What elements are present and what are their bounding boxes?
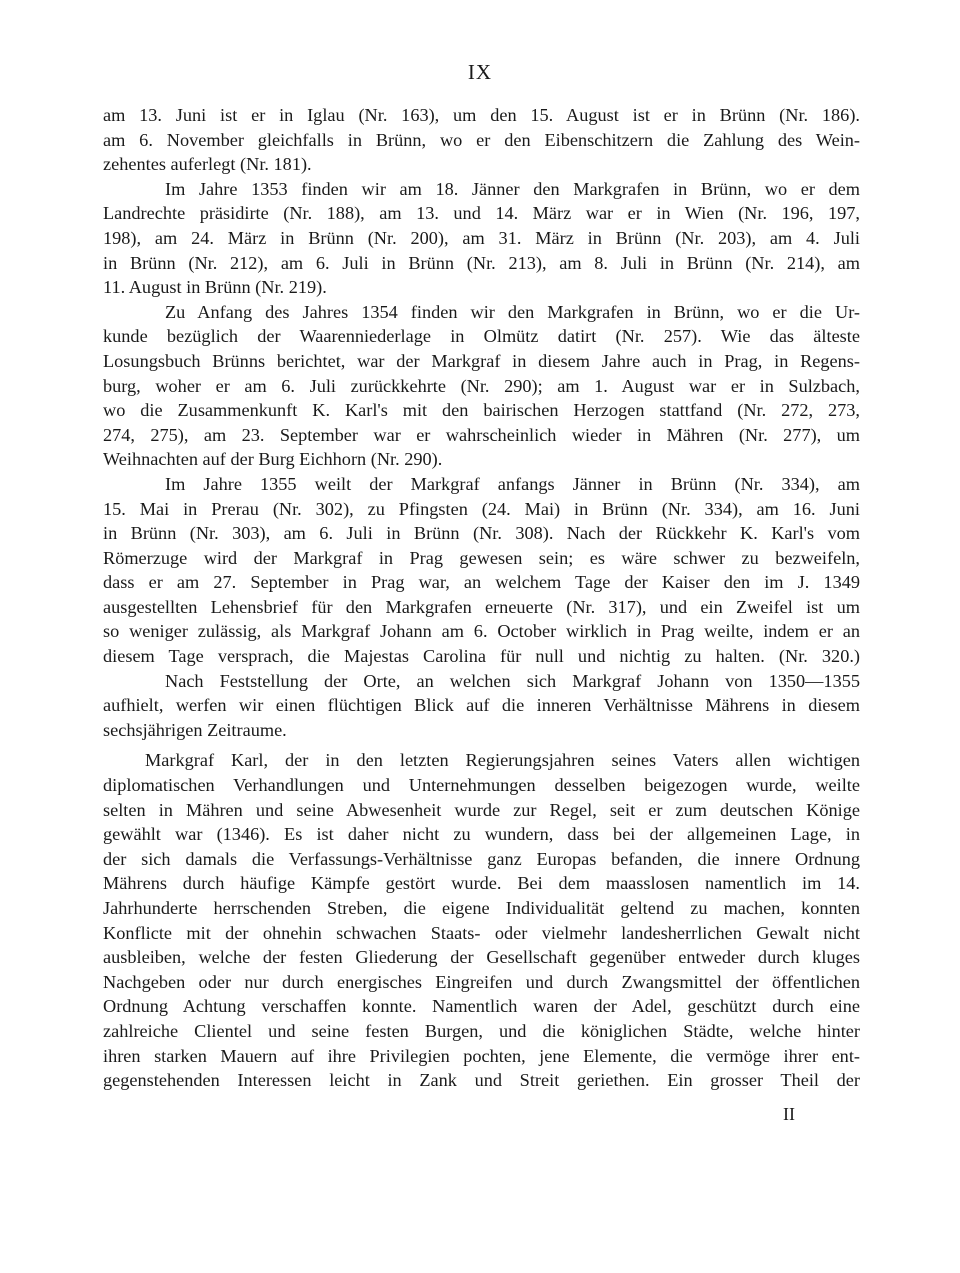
text-line: in Brünn (Nr. 303), am 6. Juli in Brünn (Nr. 308). Nach der Rückkehr K. Karl's vom: [103, 523, 860, 544]
text-line: Jahrhunderte herrschenden Streben, die eigene Individualität geltend zu machen, konnten: [103, 898, 860, 918]
text-line: am 6. November gleichfalls in Brünn, wo er den Eibenschitzern die Zahlung des Wein-: [103, 129, 860, 150]
text-line: so weniger zulässig, als Markgraf Johann am 6. October wirklich in Prag weilte, indem er an: [103, 621, 860, 642]
text-line: ausbleiben, welche der festen Gliederung der Gesellschaft gegenüber entweder durch kluges: [103, 947, 860, 968]
text-line: kunde bezüglich der Waarenniederlage in Olmütz datirt (Nr. 257). Wie das älteste: [103, 326, 860, 347]
text-line: gegenstehenden Interessen leicht in Zank und Streit geriethen. Ein grosser Theil der: [103, 1070, 860, 1091]
text-line: am 13. Juni ist er in Iglau (Nr. 163), um den 15. August ist er in Brünn (Nr. 186).: [103, 105, 860, 125]
text-line: zehentes auferlegt (Nr. 181).: [103, 154, 312, 175]
signature-mark: II: [783, 1104, 795, 1124]
text-line: 15. Mai in Prerau (Nr. 302), zu Pfingsten (24. Mai) in Brünn (Nr. 334), am 16. Juni: [103, 498, 860, 519]
text-line: ausgestellten Lehensbrief für den Markgrafen erneuerte (Nr. 317), und ein Zweifel ist um: [103, 596, 860, 617]
text-line: sechsjährigen Zeitraume.: [103, 719, 287, 740]
text-line: Landrechte präsidirte (Nr. 188), am 13. und 14. März war er in Wien (Nr. 196, 197,: [103, 203, 860, 224]
text-line: Konflicte mit der ohnehin schwachen Staats- oder vielmehr landesherrlichen Gewalt nicht: [103, 922, 860, 943]
text-line: burg, woher er am 6. Juli zurückkehrte (Nr. 290); am 1. August war er in Sulzbach,: [103, 375, 860, 396]
text-line: Nach Feststellung der Orte, an welchen sich Markgraf Johann von 1350—1355: [165, 670, 860, 691]
text-line: 11. August in Brünn (Nr. 219).: [103, 277, 327, 298]
text-line: dass er am 27. September in Prag war, an welchem Tage der Kaiser den im J. 1349: [103, 572, 860, 593]
text-line: Im Jahre 1355 weilt der Markgraf anfangs Jänner in Brünn (Nr. 334), am: [165, 473, 860, 494]
page-number: IX: [467, 60, 493, 84]
text-line: wo die Zusammenkunft K. Karl's mit den bairischen Herzogen stattfand (Nr. 272, 273,: [103, 400, 860, 421]
text-line: 198), am 24. März in Brünn (Nr. 200), am 31. März in Brünn (Nr. 203), am 4. Juli: [103, 227, 860, 248]
text-line: diplomatischen Verhandlungen und Unternehmungen desselben beigezogen wurde, weilte: [103, 775, 860, 796]
text-line: ihren starken Mauern auf ihre Privilegien pochten, jene Elemente, die vermöge ihrer ent-: [103, 1045, 860, 1066]
text-line: Nachgeben oder nur durch energisches Eingreifen und durch Zwangsmittel der öffentlichen: [103, 971, 860, 992]
text-line: Weihnachten auf der Burg Eichhorn (Nr. 290).: [103, 449, 443, 470]
text-line: diesem Tage versprach, die Majestas Carolina für null und nichtig zu halten. (Nr. 320.): [103, 646, 860, 667]
text-line: Markgraf Karl, der in den letzten Regierungsjahren seines Vaters allen wichtigen: [145, 750, 860, 771]
text-line: 274, 275), am 23. September war er wahrscheinlich wieder in Mähren (Nr. 277), um: [103, 424, 860, 445]
text-line: aufhielt, werfen wir einen flüchtigen Blick auf die inneren Verhältnisse Mährens in diesem: [103, 695, 860, 716]
text-line: Römerzuge wird der Markgraf in Prag gewesen sein; es wäre schwer zu bezweifeln,: [103, 547, 860, 568]
text-line: in Brünn (Nr. 212), am 6. Juli in Brünn (Nr. 213), am 8. Juli in Brünn (Nr. 214), am: [103, 252, 860, 273]
text-line: Mährens durch häufige Kämpfe gestört wurde. Bei dem maasslosen namentlich im 14.: [103, 873, 860, 894]
body-text: [103, 103, 860, 1093]
text-line: zahlreiche Clientel und seine festen Burgen, und die königlichen Städte, welche hinter: [103, 1020, 860, 1041]
text-line: gewählt war (1346). Es ist daher nicht zu wundern, dass bei der allgemeinen Lage, in: [103, 824, 860, 845]
text-line: selten in Mähren und seine Abwesenheit wurde zur Regel, seit er zum deutschen Könige: [103, 799, 860, 820]
text-line: der sich damals die Verfassungs-Verhältnisse ganz Europas befanden, die innere Ordnung: [103, 848, 860, 869]
text-line: Im Jahre 1353 finden wir am 18. Jänner den Markgrafen in Brünn, wo er dem: [165, 178, 860, 199]
text-line: Losungsbuch Brünns berichtet, war der Markgraf in diesem Jahre auch in Prag, in Regens-: [103, 350, 860, 371]
text-line: Zu Anfang des Jahres 1354 finden wir den Markgrafen in Brünn, wo er die Ur-: [165, 301, 860, 322]
text-line: Ordnung Achtung verschaffen konnte. Namentlich waren der Adel, geschützt durch eine: [103, 996, 860, 1017]
